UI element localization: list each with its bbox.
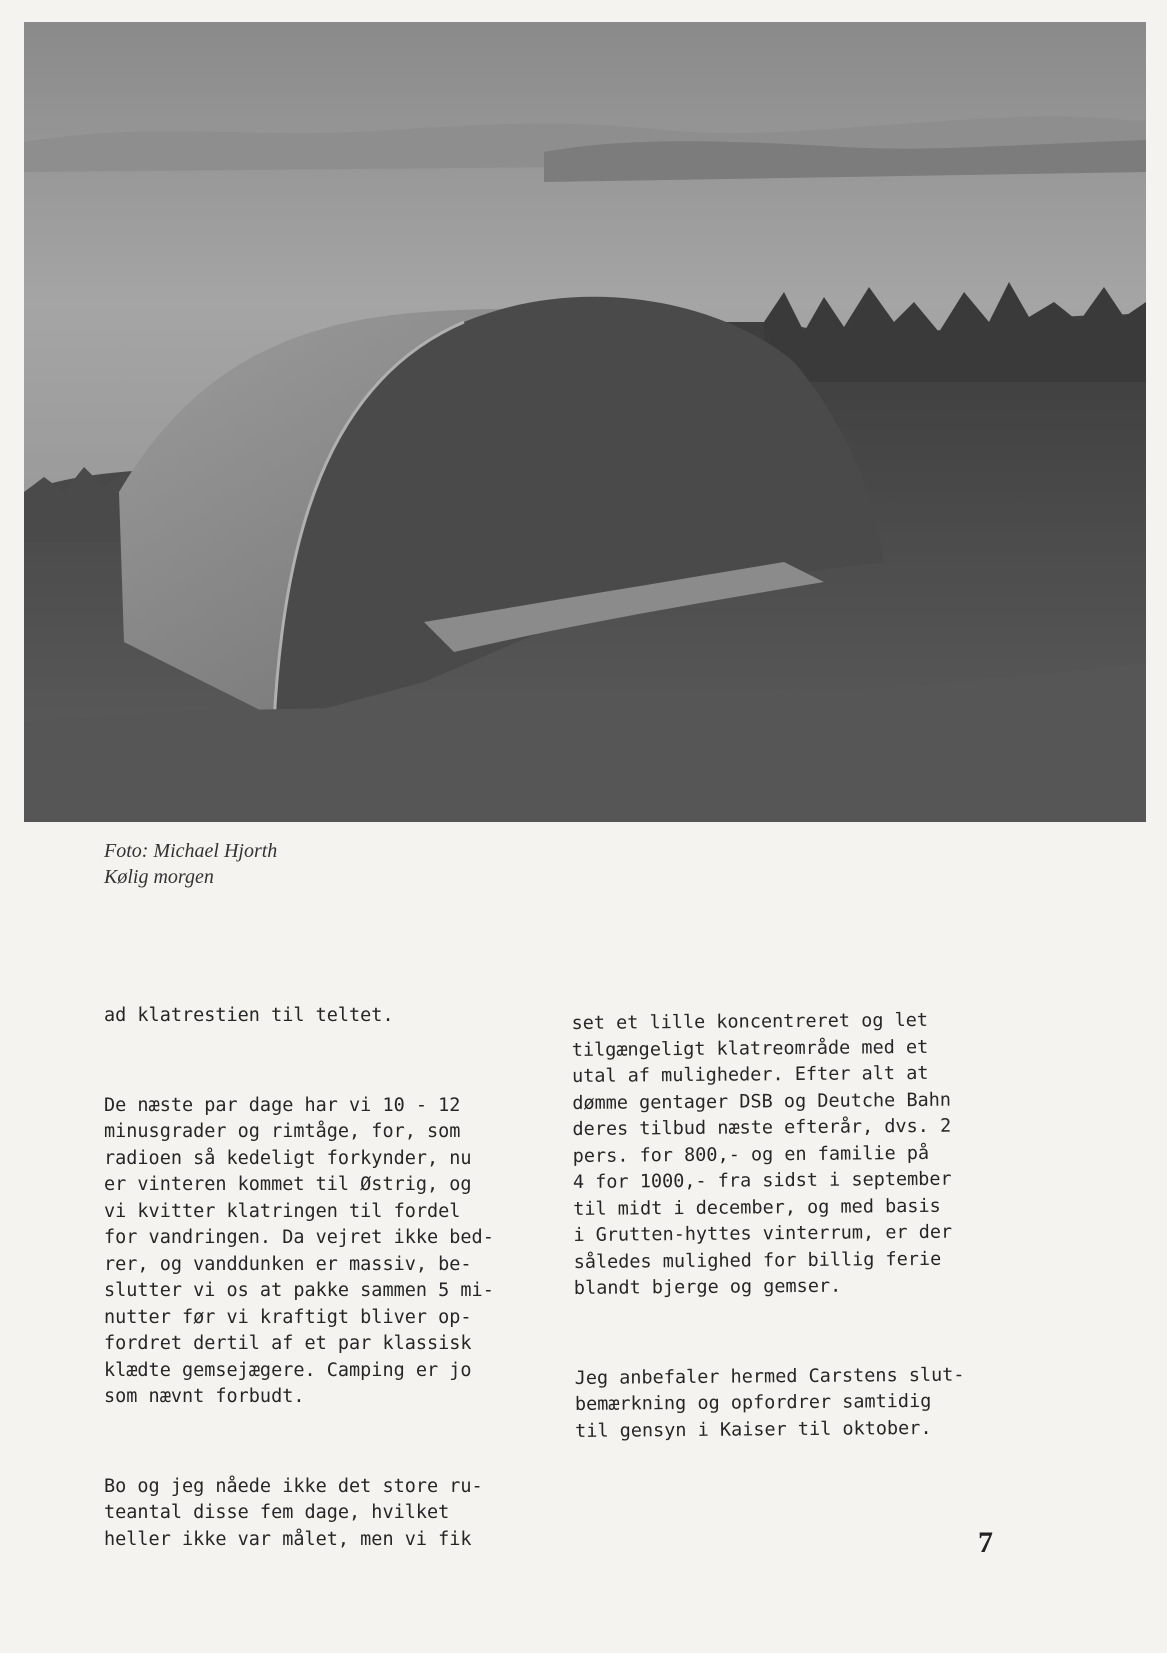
photo-caption (104, 838, 277, 890)
paragraph: De næste par dage har vi 10 - 12 minusgrader og rimtåge, for, som radioen så kedeligt forkynder, nu er vinteren kommet til Østrig, og vi kvitter klatringen til fordel for vandringen. Da vejret ikke bed- rer, og vanddunken er massiv, be- slutter vi os at pakke sammen 5 mi- nutter før vi kraftigt bliver op- fordret dertil af et par klassisk klædte gemsejægere. Camping er jo som nævnt forbudt. (104, 1094, 494, 1407)
right-text-column (571, 954, 1016, 1481)
page-number: 7 (978, 1526, 993, 1559)
left-text-column (104, 950, 544, 1590)
paragraph: Jeg anbefaler hermed Carstens slut- bemærkning og opfordrer samtidig til gensyn i Kaiser til oktober. (574, 1364, 965, 1442)
paragraph: ad klatrestien til teltet. (104, 1005, 394, 1026)
paragraph: set et lille koncentreret og let tilgængeligt klatreområde med et utal af muligheder. Efter alt at dømme gentager DSB og Deutche Bahn deres tilbud næste efterår, dvs. 2 pers. for 800,- og en familie på 4 for 1000,- fra sidst i september til midt i december, og med basis i Grutten-hyttes vinterrum, er der således mulighed for billig ferie blandt bjerge og gemser. (571, 1009, 953, 1299)
tent-on-mountain-photo (24, 22, 1146, 822)
paragraph: Bo og jeg nåede ikke det store ru- teantal disse fem dage, hvilket heller ikke var målet, men vi fik (104, 1475, 483, 1550)
tent-photo (24, 22, 1146, 822)
photo-credit: Foto: Michael Hjorth (104, 840, 278, 862)
photo-title: Kølig morgen (104, 866, 214, 888)
